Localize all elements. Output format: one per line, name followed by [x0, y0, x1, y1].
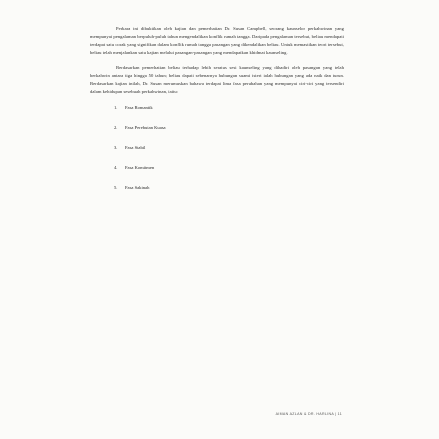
list-item [90, 143, 344, 151]
list-number: 4. [114, 164, 118, 170]
page-footer: AIMAN AZLAN & DR. HARLINA | 11 [275, 412, 342, 416]
list-label: Fasa Stabil [125, 144, 146, 150]
list-label: Fasa Sakinah [125, 184, 150, 190]
list-label: Fasa Komitmen [125, 164, 155, 170]
paragraph-2: Berdasarkan pemerhatian beliau terhadap lebih seratus sesi kaunseling yang dihadiri oleh pasangan yang telah berkahwin antara tiga hingga 50 tahun; beliau dapati sebenarnya hubungan suami isteri ialah hubungan yang ada naik dan turun. Berdasarkan kajian inilah, Dr. Susan merumuskan bahawa terdapat lima fasa perubahan yang mempunyai ciri-ciri yang tersendiri dalam kehidupan sesebuah perkahwinan, iaitu: [90, 65, 344, 94]
phase-list [90, 103, 344, 191]
list-number: 1. [114, 104, 118, 110]
list-item [90, 163, 344, 171]
body-text [90, 25, 344, 203]
paragraph-1: Perkara ini dibuktikan oleh kajian dan pemerhatian Dr. Susan Campbell, seorang kaunselor perkahwinan yang mempunyai pengalaman berpuluh-puluh tahun mengendalikan konflik rumah tangga. Daripada pengalaman tersebut, beliau mendapati terdapat satu corak yang signifikan dalam konflik rumah tangga pasangan yang dikendalikan beliau. Untuk memastikan teori tersebut, beliau telah menjalankan satu kajian melalui pasangan-pasangan yang mendapatkan khidmat kaunseling. [90, 26, 344, 55]
list-item [90, 123, 344, 131]
list-number: 2. [114, 124, 118, 130]
list-item [90, 183, 344, 191]
list-number: 3. [114, 144, 118, 150]
list-label: Fasa Romantik [125, 104, 153, 110]
list-number: 5. [114, 184, 118, 190]
list-label: Fasa Perebutan Kuasa [125, 124, 166, 130]
list-item [90, 103, 344, 111]
